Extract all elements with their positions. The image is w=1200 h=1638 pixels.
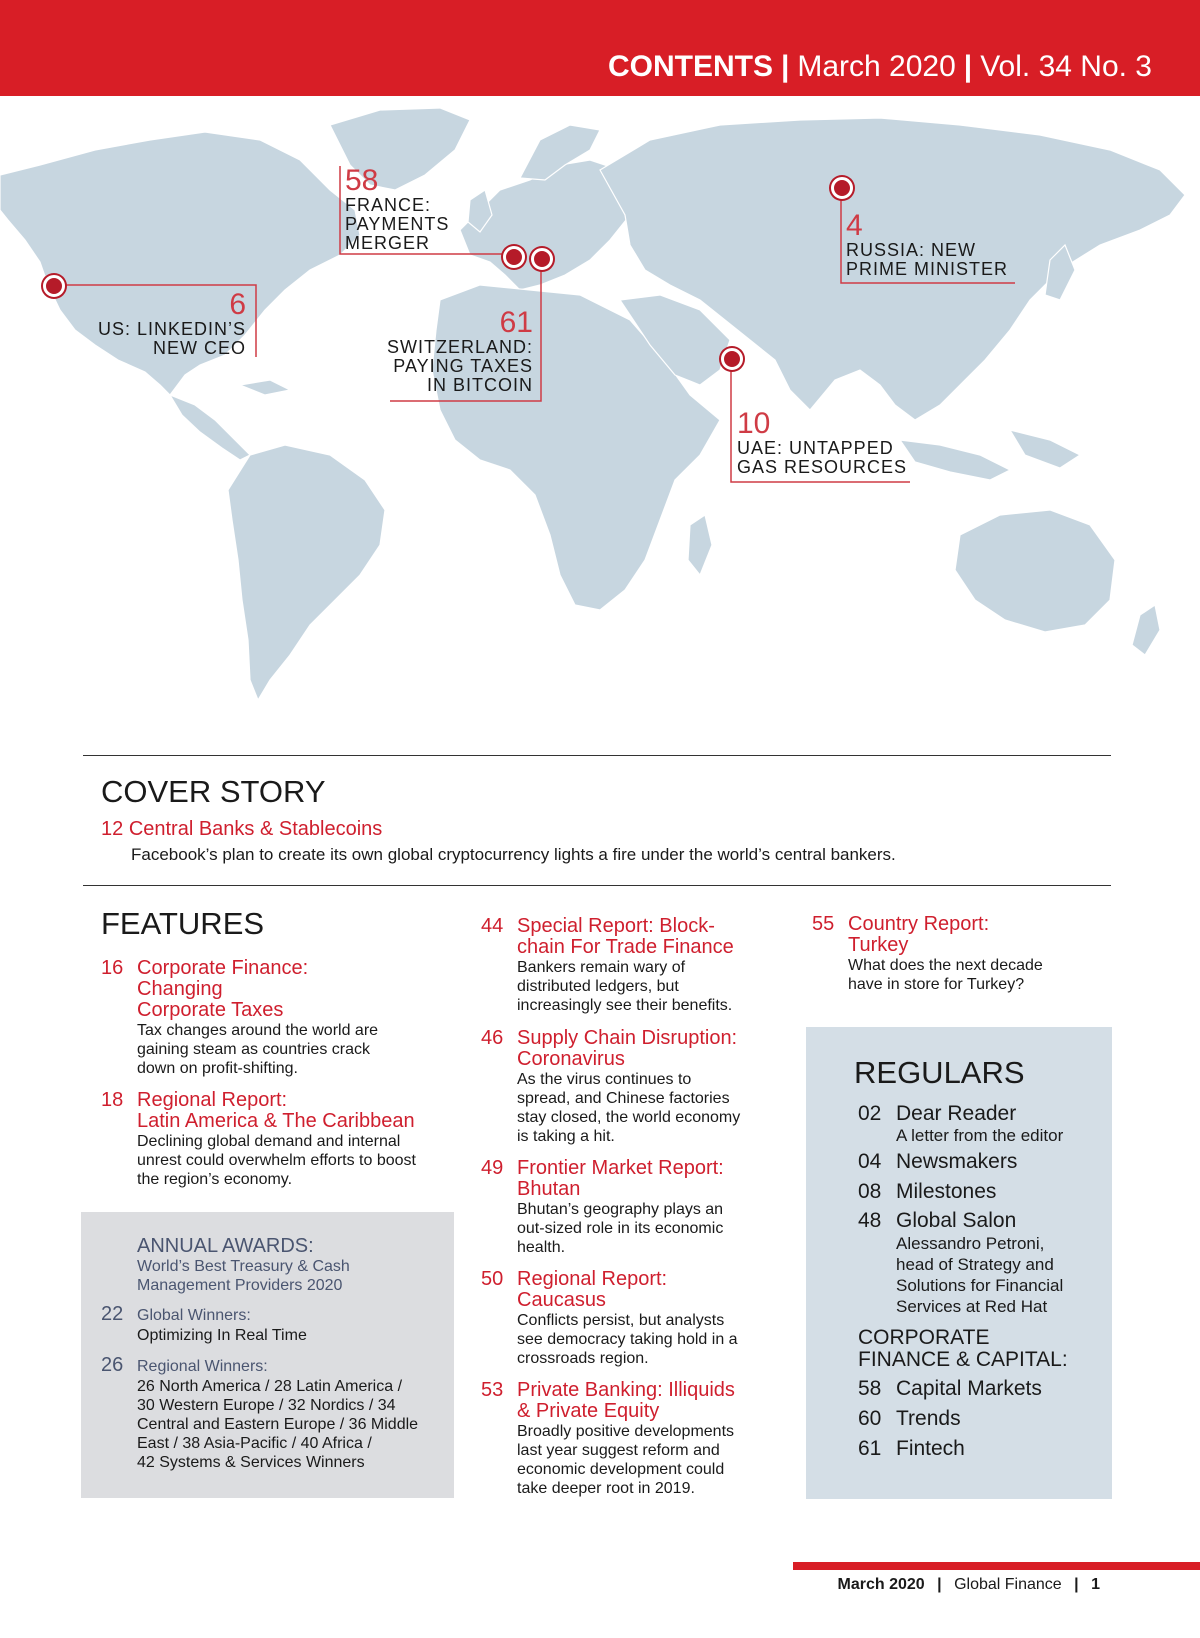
- feature-page: 44: [481, 915, 504, 937]
- feature-desc: Broadly positive developments: [517, 1423, 735, 1440]
- uae-callout[interactable]: [737, 409, 907, 477]
- regulars-item[interactable]: [858, 1407, 961, 1431]
- awards-item-regional[interactable]: [101, 1354, 418, 1472]
- feature-desc: Bankers remain wary of: [517, 959, 686, 976]
- footer: March 2020 | Global Finance | 1: [837, 1576, 1100, 1593]
- feature-page: 53: [481, 1379, 504, 1401]
- feature-desc: down on profit-shifting.: [137, 1060, 298, 1077]
- feature-item[interactable]: [481, 1028, 781, 1146]
- regulars-desc: Services at Red Hat: [896, 1297, 1048, 1316]
- australia-landmass: [955, 510, 1115, 632]
- us-line1: US: LINKEDIN’S: [97, 319, 246, 339]
- feature-page: 16: [101, 957, 124, 979]
- feature-item[interactable]: [812, 914, 1112, 994]
- feature-desc: Declining global demand and internal: [137, 1133, 401, 1150]
- france-pin[interactable]: [503, 246, 525, 268]
- feature-item[interactable]: [481, 1158, 781, 1257]
- regulars-page: 60: [858, 1407, 882, 1430]
- regulars-heading: REGULARS: [854, 1055, 1025, 1090]
- world-map: [0, 96, 1200, 736]
- header-title: CONTENTS | March 2020 | Vol. 34 No. 3: [607, 50, 1152, 83]
- awards-line: East / 38 Asia-Pacific / 40 Africa /: [137, 1435, 372, 1452]
- feature-title: Supply Chain Disruption:: [517, 1027, 738, 1049]
- feature-item[interactable]: [101, 1090, 461, 1189]
- russia-line1: RUSSIA: NEW: [846, 240, 977, 260]
- regulars-title: Milestones: [896, 1180, 997, 1203]
- feature-desc: gaining steam as countries crack: [137, 1041, 370, 1058]
- regulars-item[interactable]: [858, 1437, 965, 1461]
- feature-title: Changing: [137, 978, 223, 1000]
- regulars-item[interactable]: [858, 1102, 1063, 1145]
- footer-page-number: 1: [1091, 1576, 1100, 1593]
- feature-page: 50: [481, 1268, 504, 1290]
- feature-desc: have in store for Turkey?: [848, 976, 1025, 993]
- corporate-finance-heading: [858, 1327, 1068, 1371]
- contents-label: CONTENTS: [607, 50, 773, 83]
- feature-page: 46: [481, 1027, 504, 1049]
- feature-title: Corporate Taxes: [137, 999, 284, 1021]
- switzerland-pin[interactable]: [531, 248, 553, 270]
- feature-title: Frontier Market Report:: [517, 1157, 724, 1179]
- feature-desc: stay closed, the world economy: [517, 1109, 741, 1126]
- france-line3: MERGER: [345, 233, 431, 253]
- awards-line: Optimizing In Real Time: [137, 1327, 307, 1344]
- awards-label: Global Winners:: [137, 1307, 251, 1324]
- feature-desc: the region’s economy.: [137, 1171, 293, 1188]
- regulars-title: Fintech: [896, 1437, 965, 1460]
- regulars-title: Newsmakers: [896, 1150, 1018, 1173]
- switzerland-line1: SWITZERLAND:: [386, 337, 533, 357]
- feature-title: Coronavirus: [517, 1048, 625, 1070]
- awards-label: Regional Winners:: [137, 1358, 268, 1375]
- regulars-title: Dear Reader: [896, 1102, 1017, 1125]
- russia-pin[interactable]: [831, 177, 853, 199]
- feature-title: Regional Report:: [517, 1268, 668, 1290]
- cover-story-title: Central Banks & Stablecoins: [128, 818, 383, 840]
- regulars-page: 58: [858, 1377, 882, 1400]
- awards-heading: ANNUAL AWARDS:: [137, 1235, 314, 1257]
- switzerland-callout[interactable]: [360, 308, 533, 395]
- regulars-item[interactable]: [858, 1377, 1042, 1401]
- divider-mid: [83, 885, 1111, 886]
- switzerland-line3: IN BITCOIN: [426, 375, 533, 395]
- feature-page: 49: [481, 1157, 504, 1179]
- feature-desc: is taking a hit.: [517, 1128, 615, 1145]
- uae-pin[interactable]: [721, 348, 743, 370]
- feature-title: Turkey: [848, 934, 909, 956]
- feature-desc: What does the next decade: [848, 957, 1043, 974]
- regulars-page: 48: [858, 1209, 882, 1232]
- us-callout[interactable]: [60, 290, 246, 358]
- switzerland-page: 61: [499, 306, 533, 339]
- header-bar: [0, 0, 1200, 96]
- regulars-item[interactable]: [858, 1150, 1017, 1174]
- feature-desc: spread, and Chinese factories: [517, 1090, 730, 1107]
- france-line2: PAYMENTS: [345, 214, 450, 234]
- regulars-title: Capital Markets: [896, 1377, 1042, 1400]
- regulars-title: Trends: [896, 1407, 961, 1430]
- feature-page: 18: [101, 1089, 124, 1111]
- awards-sub2: Management Providers 2020: [137, 1277, 343, 1294]
- us-line2: NEW CEO: [152, 338, 246, 358]
- russia-page: 4: [846, 209, 863, 242]
- central-america-landmass: [170, 395, 250, 460]
- cover-story-heading: COVER STORY: [101, 774, 326, 809]
- feature-desc: Tax changes around the world are: [137, 1022, 379, 1039]
- feature-item[interactable]: [481, 1380, 781, 1498]
- awards-page: 22: [101, 1303, 124, 1325]
- regulars-desc: head of Strategy and: [896, 1255, 1054, 1274]
- uae-line1: UAE: UNTAPPED: [737, 438, 894, 458]
- feature-desc: take deeper root in 2019.: [517, 1480, 695, 1497]
- regulars-item[interactable]: [858, 1180, 996, 1204]
- france-line1: FRANCE:: [345, 195, 432, 215]
- feature-desc: Conflicts persist, but analysts: [517, 1312, 725, 1329]
- feature-title: & Private Equity: [517, 1400, 660, 1422]
- regulars-page: 08: [858, 1180, 882, 1203]
- feature-desc: unrest could overwhelm efforts to boost: [137, 1152, 416, 1169]
- us-page: 6: [229, 288, 246, 321]
- france-page: 58: [345, 164, 379, 197]
- cover-story-desc: Facebook’s plan to create its own global cryptocurrency lights a fire under the world’s central bankers.: [131, 845, 896, 864]
- feature-title: Country Report:: [848, 913, 990, 935]
- feature-title: Special Report: Block-: [517, 915, 715, 937]
- features-heading: FEATURES: [101, 906, 265, 941]
- awards-line: Central and Eastern Europe / 36 Middle: [137, 1416, 419, 1433]
- russia-line2: PRIME MINISTER: [846, 259, 1009, 279]
- feature-desc: distributed ledgers, but: [517, 978, 679, 995]
- regulars-page: 04: [858, 1150, 882, 1173]
- feature-item[interactable]: [481, 1269, 781, 1368]
- cover-story-link[interactable]: [101, 819, 382, 840]
- feature-desc: As the virus continues to: [517, 1071, 692, 1088]
- awards-line: 26 North America / 28 Latin America /: [137, 1378, 403, 1395]
- feature-title: Latin America & The Caribbean: [137, 1110, 415, 1132]
- awards-item-global[interactable]: [101, 1303, 307, 1345]
- regulars-page: 61: [858, 1437, 882, 1460]
- switzerland-line2: PAYING TAXES: [393, 356, 533, 376]
- feature-item[interactable]: [101, 958, 461, 1078]
- awards-sub1: World’s Best Treasury & Cash: [137, 1258, 350, 1275]
- awards-line: 42 Systems & Services Winners: [137, 1454, 365, 1471]
- uae-line2: GAS RESOURCES: [737, 457, 908, 477]
- regulars-desc: A letter from the editor: [896, 1126, 1064, 1145]
- feature-desc: health.: [517, 1239, 566, 1256]
- regulars-desc: Solutions for Financial: [896, 1276, 1064, 1295]
- feature-title: Regional Report:: [137, 1089, 288, 1111]
- awards-page: 26: [101, 1354, 124, 1376]
- russia-callout[interactable]: [846, 211, 1008, 279]
- corporate-finance-line1: CORPORATE: [858, 1326, 990, 1349]
- feature-desc: see democracy taking hold in a: [517, 1331, 738, 1348]
- south-america-landmass: [228, 445, 385, 700]
- feature-title: Corporate Finance:: [137, 957, 309, 979]
- footer-bar: [793, 1562, 1200, 1570]
- regulars-item[interactable]: [858, 1209, 1063, 1317]
- cover-story-page: 12: [101, 818, 124, 840]
- feature-desc: economic development could: [517, 1461, 725, 1478]
- feature-desc: increasingly see their benefits.: [517, 997, 733, 1014]
- issue-date: March 2020: [797, 50, 956, 83]
- regulars-title: Global Salon: [896, 1209, 1017, 1232]
- feature-page: 55: [812, 913, 835, 935]
- footer-date: March 2020: [837, 1576, 925, 1593]
- awards-line: 30 Western Europe / 32 Nordics / 34: [137, 1397, 396, 1414]
- france-callout[interactable]: [345, 166, 449, 253]
- awards-subtitle: [137, 1257, 350, 1295]
- feature-title: Private Banking: Illiquids: [517, 1379, 735, 1401]
- feature-desc: crossroads region.: [517, 1350, 649, 1367]
- feature-title: chain For Trade Finance: [517, 936, 734, 958]
- feature-title: Bhutan: [517, 1178, 581, 1200]
- feature-desc: out-sized role in its economic: [517, 1220, 724, 1237]
- uae-page: 10: [737, 407, 771, 440]
- regulars-desc: Alessandro Petroni,: [896, 1234, 1045, 1253]
- issue-volume: Vol. 34 No. 3: [980, 50, 1152, 83]
- feature-item[interactable]: [481, 916, 781, 1015]
- regulars-page: 02: [858, 1102, 882, 1125]
- feature-desc: last year suggest reform and: [517, 1442, 720, 1459]
- feature-title: Caucasus: [517, 1289, 606, 1311]
- divider-top: [83, 755, 1111, 756]
- corporate-finance-line2: FINANCE & CAPITAL:: [858, 1348, 1068, 1371]
- footer-magazine: Global Finance: [954, 1576, 1062, 1593]
- feature-desc: Bhutan’s geography plays an: [517, 1201, 724, 1218]
